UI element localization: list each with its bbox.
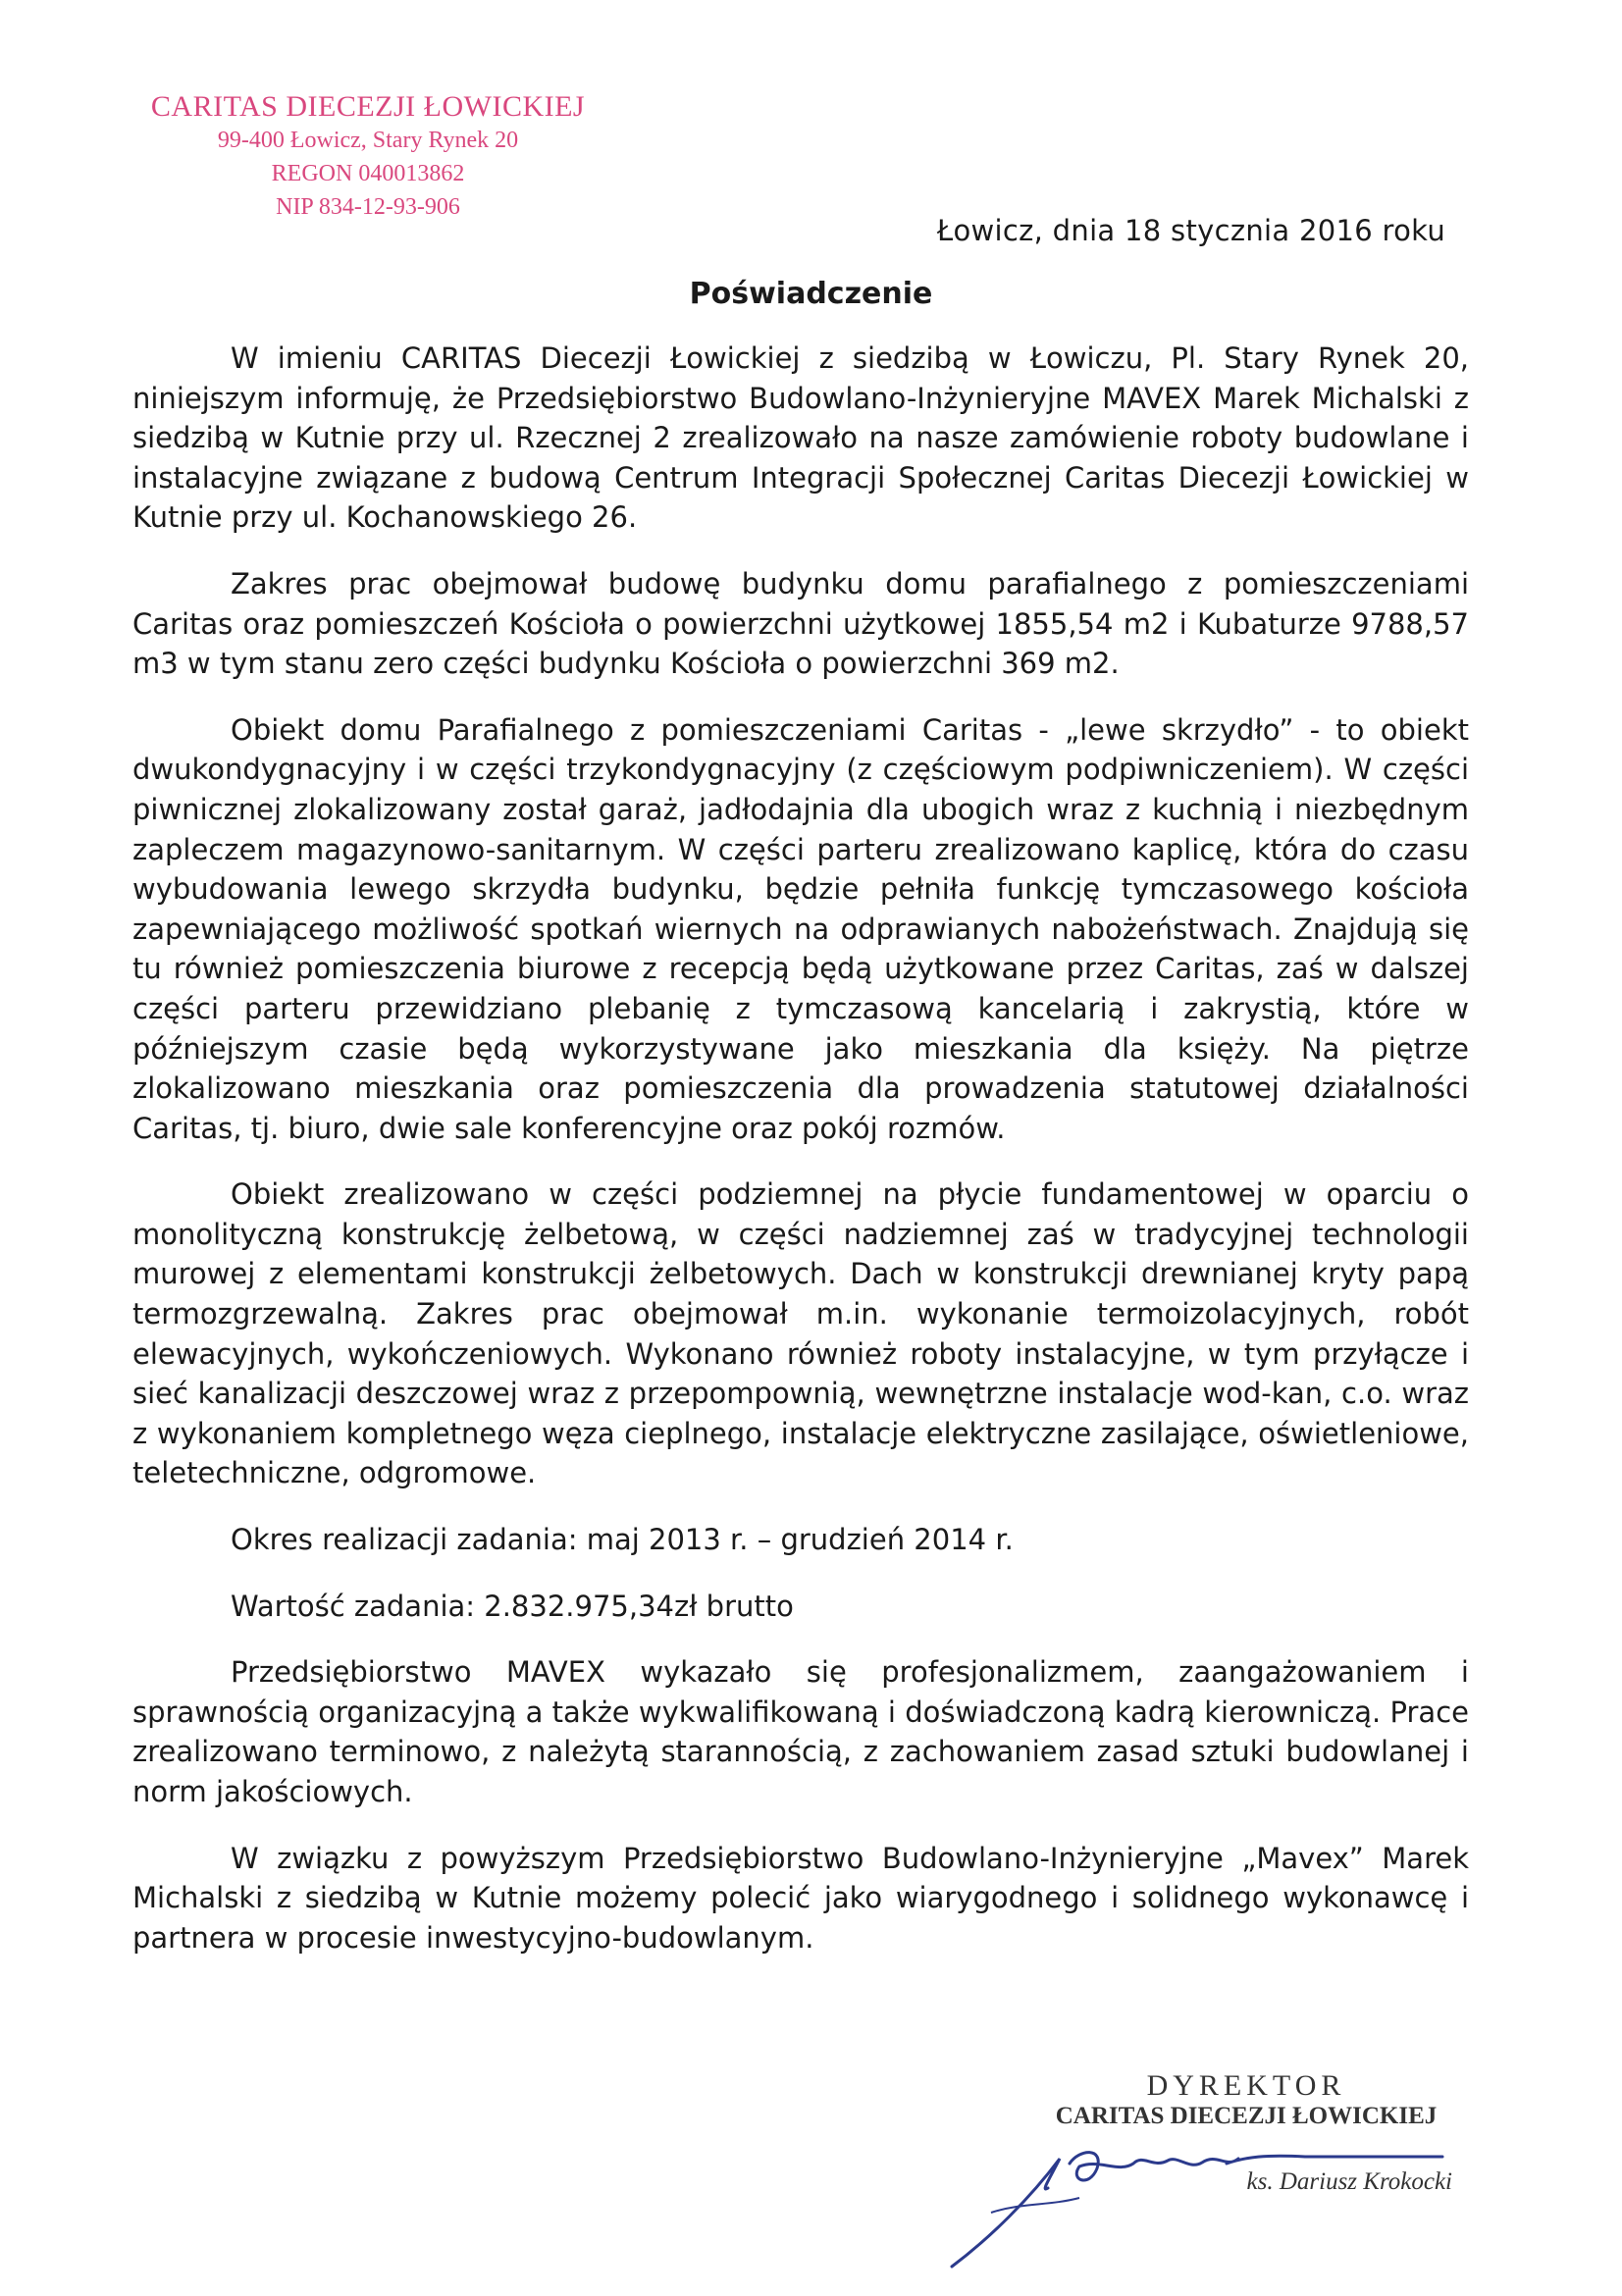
paragraph-intro: W imieniu CARITAS Diecezji Łowickiej z siedzibą w Łowiczu, Pl. Stary Rynek 20, niniejszym informuję, że Przedsiębiorstwo Budowlano-Inżynieryjne MAVEX Marek Michalski z siedzibą w Kutnie przy ul. Rzecznej 2 zrealizowało na nasze zamówienie roboty budowlane i instalacyjne związane z budową Centrum Integracji Społecznej Caritas Diecezji Łowickiej w Kutnie przy ul. Kochanowskiego 26. [132,341,1469,535]
organization-stamp [147,90,589,224]
paragraph-value: Wartość zadania: 2.832.975,34zł brutto [231,1589,794,1623]
stamp-role: DYREKTOR [1146,2069,1346,2102]
paragraph-period: Okres realizacji zadania: maj 2013 r. – grudzień 2014 r. [231,1523,1014,1557]
stamp-signature-organization: CARITAS DIECEZJI ŁOWICKIEJ [1055,2103,1438,2129]
letter-title: Poświadczenie [689,277,933,311]
stamp-address: 99-400 Łowicz, Stary Rynek 20 [217,128,519,153]
letter-body [132,339,1469,1984]
handwritten-signature [932,2119,1462,2296]
signatory-name: ks. Dariusz Krokocki [1246,2168,1452,2195]
paragraph-assessment: Przedsiębiorstwo MAVEX wykazało się profesjonalizmem, zaangażowaniem i sprawnością organizacyjną a także wykwalifikowaną i doświadczoną kadrą kierowniczą. Prace zrealizowano terminowo, z należytą starannością, z zachowaniem zasad sztuki budowlanej i norm jakościowych. [132,1655,1469,1808]
stamp-nip: NIP 834-12-93-906 [276,194,460,220]
paragraph-building-description: Obiekt domu Parafialnego z pomieszczeniami Caritas - „lewe skrzydło” - to obiekt dwukondygnacyjny i w części trzykondygnacyjny (z częściowym podpiwniczeniem). W części piwnicznej zlokalizowany został garaż, jadłodajnia dla ubogich wraz z kuchnią i niezbędnym zapleczem magazynowo-sanitarnym. W części parteru zrealizowano kaplicę, która do czasu wybudowania lewego skrzydła budynku, będzie pełniła funkcję tymczasowego kościoła zapewniającego możliwość spotkań wiernych na odprawianych nabożeństwach. Znajdują się tu również pomieszczenia biurowe z recepcją będą użytkowane przez Caritas, zaś w dalszej części parteru przewidziano plebanię z tymczasową kancelarią i zakrystią, które w późniejszym czasie będą wykorzystywane jako mieszkania dla księży. Na piętrze zlokalizowano mieszkania oraz pomieszczenia dla prowadzenia statutowej działalności Caritas, tj. biuro, dwie sale konferencyjne oraz pokój rozmów. [132,712,1469,1145]
paragraph-recommendation: W związku z powyższym Przedsiębiorstwo Budowlano-Inżynieryjne „Mavex” Marek Michalski z siedzibą w Kutnie możemy polecić jako wiarygodnego i solidnego wykonawcę i partnera w procesie inwestycyjno-budowlanym. [132,1841,1469,1955]
stamp-organization: CARITAS DIECEZJI ŁOWICKIEJ [150,90,586,123]
letter-date: Łowicz, dnia 18 stycznia 2016 roku [936,214,1445,247]
paragraph-technology: Obiekt zrealizowano w części podziemnej na płycie fundamentowej w oparciu o monolityczną konstrukcję żelbetową, w części nadziemnej zaś w tradycyjnej technologii murowej z elementami konstrukcji żelbetowych. Dach w konstrukcji drewnianej kryty papą termozgrzewalną. Zakres prac obejmował m.in. wykonanie termoizolacyjnych, robót elewacyjnych, wykończeniowych. Wykonano również roboty instalacyjne, w tym przyłącze i sieć kanalizacji deszczowej wraz z przepompownią, wewnętrzne instalacje wod-kan, c.o. wraz z wykonaniem kompletnego węza cieplnego, instalacje elektryczne zasilające, oświetleniowe, teletechniczne, odgromowe. [132,1177,1469,1490]
director-stamp [1040,2069,1452,2195]
paragraph-scope: Zakres prac obejmował budowę budynku domu parafialnego z pomieszczeniami Caritas oraz pomieszczeń Kościoła o powierzchni użytkowej 1855,54 m2 i Kubaturze 9788,57 m3 w tym stanu zero części budynku Kościoła o powierzchni 369 m2. [132,566,1469,681]
stamp-regon: REGON 040013862 [271,161,465,186]
